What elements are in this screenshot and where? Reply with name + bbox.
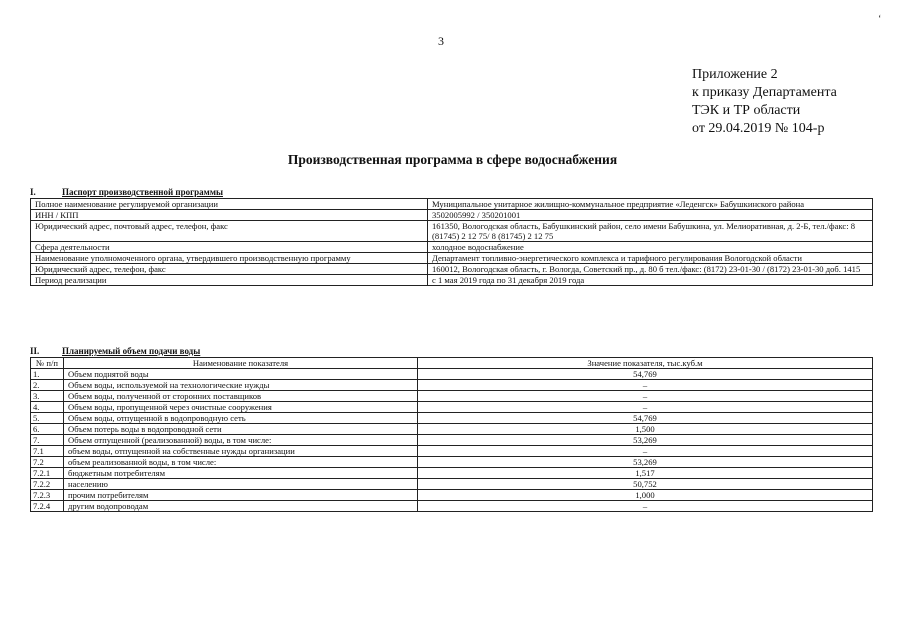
indicator-name: объем воды, отпущенной на собственные нужды организации xyxy=(64,446,418,457)
passport-label: Период реализации xyxy=(31,275,428,286)
indicator-value: – xyxy=(418,402,873,413)
table-row xyxy=(31,275,873,286)
row-number: 7.2.2 xyxy=(31,479,64,490)
column-header-value: Значение показателя, тыс.куб.м xyxy=(418,358,873,369)
indicator-value: – xyxy=(418,380,873,391)
passport-value: Департамент топливно-энергетического комплекса и тарифного регулирования Вологодской области xyxy=(428,253,873,264)
indicator-name: Объем воды, отпущенной в водопроводную сеть xyxy=(64,413,418,424)
indicator-value: 54,769 xyxy=(418,369,873,380)
table-row xyxy=(31,446,873,457)
table-row xyxy=(31,210,873,221)
indicator-name: Объем воды, пропущенной через очистные сооружения xyxy=(64,402,418,413)
row-number: 2. xyxy=(31,380,64,391)
table-row xyxy=(31,253,873,264)
indicator-name: прочим потребителям xyxy=(64,490,418,501)
row-number: 7.2 xyxy=(31,457,64,468)
table-row xyxy=(31,501,873,512)
section-number: I. xyxy=(30,187,36,197)
indicator-name: бюджетным потребителям xyxy=(64,468,418,479)
passport-label: Полное наименование регулируемой организации xyxy=(31,199,428,210)
passport-table xyxy=(30,198,873,286)
indicator-value: 53,269 xyxy=(418,435,873,446)
row-number: 7. xyxy=(31,435,64,446)
indicator-name: другим водопроводам xyxy=(64,501,418,512)
indicator-name: Объем отпущенной (реализованной) воды, в том числе: xyxy=(64,435,418,446)
passport-value: с 1 мая 2019 года по 31 декабря 2019 года xyxy=(428,275,873,286)
row-number: 7.2.1 xyxy=(31,468,64,479)
row-number: 1. xyxy=(31,369,64,380)
indicator-name: населению xyxy=(64,479,418,490)
row-number: 7.1 xyxy=(31,446,64,457)
section-title: Паспорт производственной программы xyxy=(62,187,223,197)
indicator-value: 53,269 xyxy=(418,457,873,468)
table-row xyxy=(31,242,873,253)
indicator-name: Объем воды, полученной от сторонних поставщиков xyxy=(64,391,418,402)
passport-label: Сфера деятельности xyxy=(31,242,428,253)
indicator-value: 1,500 xyxy=(418,424,873,435)
table-row xyxy=(31,402,873,413)
indicator-value: – xyxy=(418,391,873,402)
table-row xyxy=(31,424,873,435)
section-number: II. xyxy=(30,346,40,356)
passport-label: Наименование уполномоченного органа, утвердившего производственную программу xyxy=(31,253,428,264)
table-row xyxy=(31,413,873,424)
passport-value: Муниципальное унитарное жилищно-коммунальное предприятие «Леденгск» Бабушкинского района xyxy=(428,199,873,210)
passport-value: холодное водоснабжение xyxy=(428,242,873,253)
table-row xyxy=(31,199,873,210)
section-2-heading xyxy=(30,346,200,356)
row-number: 7.2.4 xyxy=(31,501,64,512)
document-title: Производственная программа в сфере водоснабжения xyxy=(287,152,618,167)
appendix-line: к приказу Департамента xyxy=(692,85,837,100)
indicator-name: Объем потерь воды в водопроводной сети xyxy=(64,424,418,435)
indicator-name: Объем воды, используемой на технологические нужды xyxy=(64,380,418,391)
table-row xyxy=(31,221,873,242)
appendix-line: Приложение 2 xyxy=(692,67,778,82)
indicator-value: – xyxy=(418,446,873,457)
table-row xyxy=(31,457,873,468)
row-number: 6. xyxy=(31,424,64,435)
passport-label: Юридический адрес, почтовый адрес, телефон, факс xyxy=(31,221,428,242)
table-row xyxy=(31,468,873,479)
water-volume-table xyxy=(30,357,873,512)
indicator-value: 54,769 xyxy=(418,413,873,424)
appendix-block xyxy=(692,66,837,138)
column-header-indicator: Наименование показателя xyxy=(64,358,418,369)
passport-value: 161350, Вологодская область, Бабушкинский район, село имени Бабушкина, ул. Мелиоративная, д. 2-Б, тел./факс: 8 (81745) 2 12 75/ 8 (81745) 2 12 75 xyxy=(428,221,873,242)
indicator-value: 1,000 xyxy=(418,490,873,501)
passport-value: 3502005992 / 350201001 xyxy=(428,210,873,221)
column-header-number: № п/п xyxy=(31,358,64,369)
table-row xyxy=(31,479,873,490)
section-1-heading xyxy=(30,187,223,197)
indicator-value: – xyxy=(418,501,873,512)
passport-label: Юридический адрес, телефон, факс xyxy=(31,264,428,275)
appendix-line: ТЭК и ТР области xyxy=(692,103,801,118)
section-title: Планируемый объем подачи воды xyxy=(62,346,201,356)
table-row xyxy=(31,435,873,446)
table-row xyxy=(31,380,873,391)
table-row xyxy=(31,490,873,501)
table-row xyxy=(31,369,873,380)
passport-label: ИНН / КПП xyxy=(31,210,428,221)
indicator-name: объем реализованной воды, в том числе: xyxy=(64,457,418,468)
indicator-name: Объем поднятой воды xyxy=(64,369,418,380)
table-row xyxy=(31,391,873,402)
row-number: 3. xyxy=(31,391,64,402)
row-number: 4. xyxy=(31,402,64,413)
table-header-row xyxy=(31,358,873,369)
row-number: 7.2.3 xyxy=(31,490,64,501)
page-number: 3 xyxy=(438,34,444,48)
passport-value: 160012, Вологодская область, г. Вологда, Советский пр., д. 80 б тел./факс: (8172) 23-01-30 / (8172) 23-01-30 доб. 1415 xyxy=(428,264,873,275)
appendix-line: от 29.04.2019 № 104-р xyxy=(692,121,825,136)
indicator-value: 50,752 xyxy=(418,479,873,490)
table-row xyxy=(31,264,873,275)
indicator-value: 1,517 xyxy=(418,468,873,479)
corner-mark: ʻ xyxy=(878,14,882,25)
row-number: 5. xyxy=(31,413,64,424)
